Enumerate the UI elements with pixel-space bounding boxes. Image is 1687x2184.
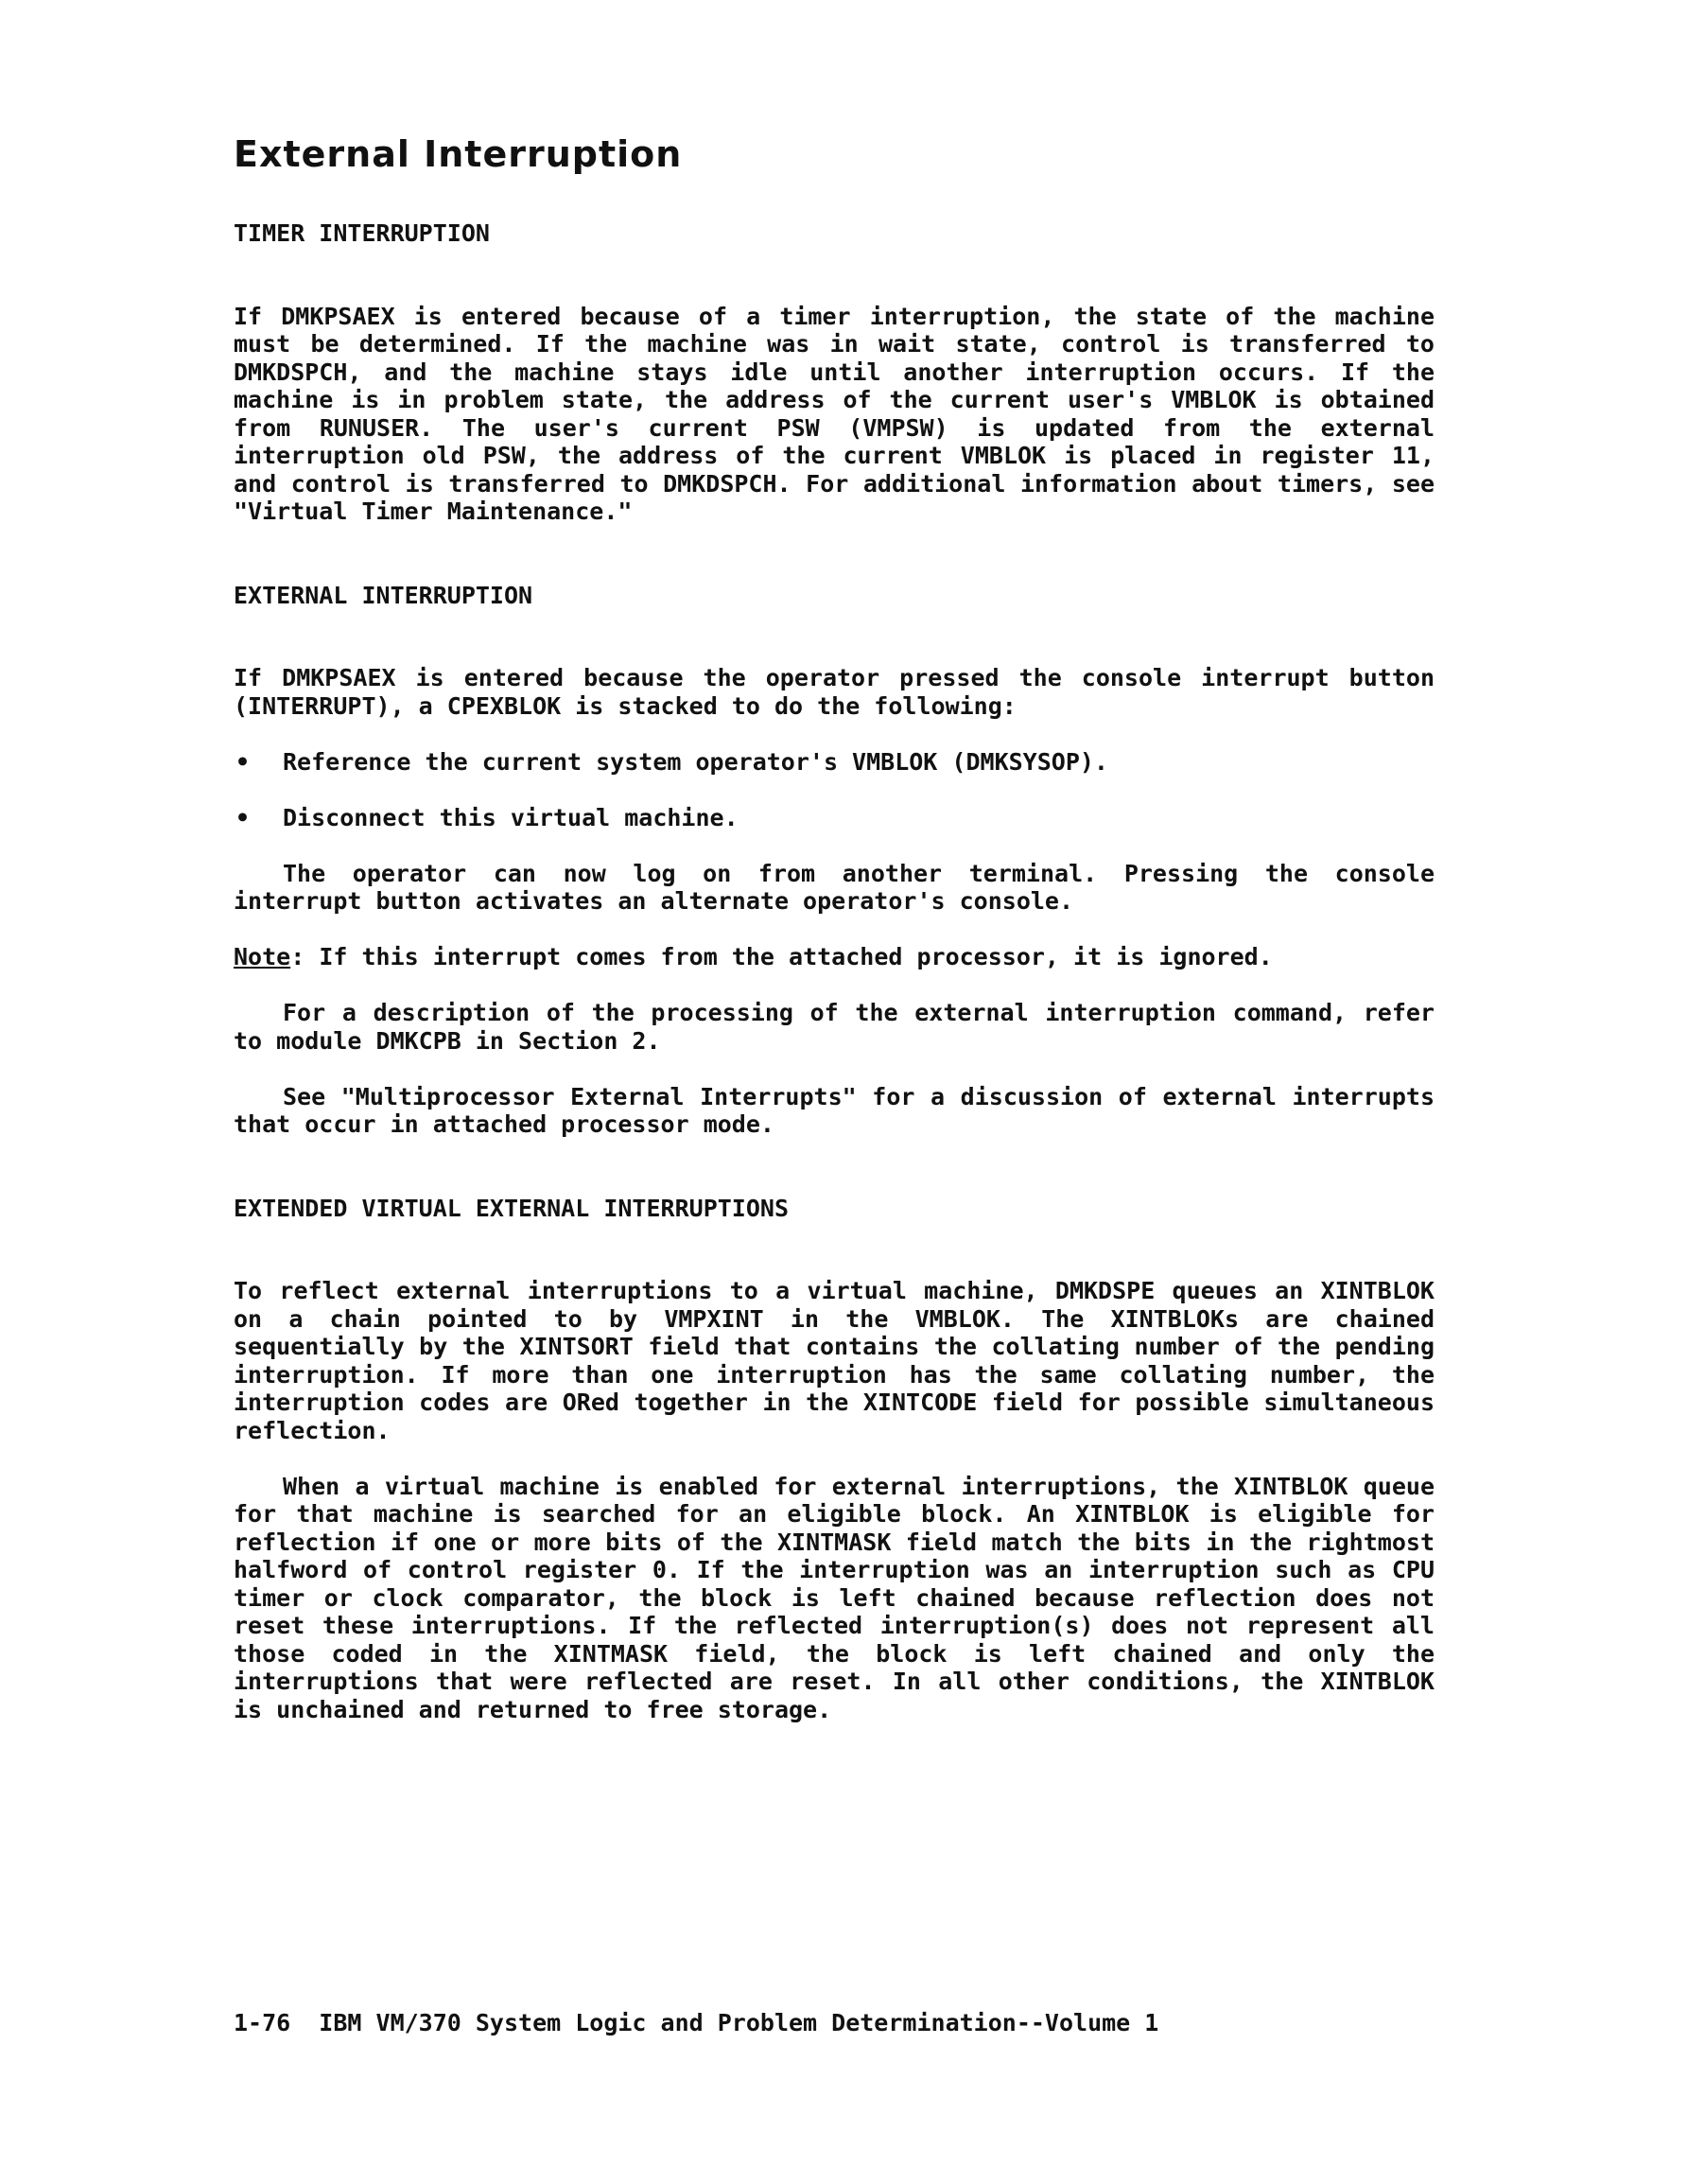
external-bullet-list: [234, 748, 1435, 832]
timer-paragraph: If DMKPSAEX is entered because of a timer interruption, the state of the machine must be determined. If the machine was in wait state, control is transferred to DMKDSPCH, and the machine stays idle until another interruption occurs. If the machine is in problem state, the address of the current user's VMBLOK is obtained from RUNUSER. The user's current PSW (VMPSW) is updated from the external interruption old PSW, the address of the current VMBLOK is placed in register 11, and control is transferred to DMKDSPCH. For additional information about timers, see "Virtual Timer Maintenance.": [234, 302, 1435, 525]
page-footer: 1-76 IBM VM/370 System Logic and Problem Determination--Volume 1: [234, 2009, 1159, 2036]
note-label: Note: [234, 943, 291, 970]
external-paragraph-operator: The operator can now log on from another terminal. Pressing the console interrupt button activates an alternate operator's console.: [234, 859, 1435, 915]
section-heading-timer-interruption: TIMER INTERRUPTION: [234, 219, 490, 247]
section-gap: [234, 1166, 1444, 1195]
list-item: [234, 748, 1435, 777]
external-paragraph-description: For a description of the processing of the external interruption command, refer to module DMKCPB in Section 2.: [234, 999, 1435, 1055]
bullet-text: Disconnect this virtual machine.: [283, 803, 739, 831]
external-paragraph-intro: If DMKPSAEX is entered because the operator pressed the console interrupt button (INTERRUPT), a CPEXBLOK is stacked to do the following:: [234, 664, 1435, 720]
section-heading-external-interruption: EXTERNAL INTERRUPTION: [234, 581, 533, 609]
section-gap: [234, 553, 1444, 582]
bullet-icon: •: [235, 747, 251, 776]
document-page: [234, 132, 1444, 1752]
chapter-title: External Interruption: [234, 133, 683, 175]
extended-paragraph-2: When a virtual machine is enabled for external interruptions, the XINTBLOK queue for that machine is searched for an eligible block. An XINTBLOK is eligible for reflection if one or more bits of the XINTMASK field match the bits in the rightmost halfword of control register 0. If the interruption was an interruption such as CPU timer or clock comparator, the block is left chained because reflection does not reset these interruptions. If the reflected interruption(s) does not represent all those coded in the XINTMASK field, the block is left chained and only the interruptions that were reflected are reset. In all other conditions, the XINTBLOK is unchained and returned to free storage.: [234, 1472, 1435, 1723]
note-text: : If this interrupt comes from the attached processor, it is ignored.: [290, 943, 1273, 970]
list-item: [234, 804, 1435, 832]
external-paragraph-see-also: See "Multiprocessor External Interrupts" for a discussion of external interrupts that occur in attached processor mode.: [234, 1082, 1435, 1138]
bullet-icon: •: [235, 803, 251, 831]
extended-paragraph-1: To reflect external interruptions to a virtual machine, DMKDSPE queues an XINTBLOK on a chain pointed to by VMPXINT in the VMBLOK. The XINTBLOKs are chained sequentially by the XINTSORT field that contains the collating number of the pending interruption. If more than one interruption has the same collating number, the interruption codes are ORed together in the XINTCODE field for possible simultaneous reflection.: [234, 1277, 1435, 1444]
section-heading-extended-virtual-external: EXTENDED VIRTUAL EXTERNAL INTERRUPTIONS: [234, 1194, 789, 1222]
note-paragraph: [234, 943, 1435, 971]
bullet-text: Reference the current system operator's VMBLOK (DMKSYSOP).: [283, 747, 1108, 776]
